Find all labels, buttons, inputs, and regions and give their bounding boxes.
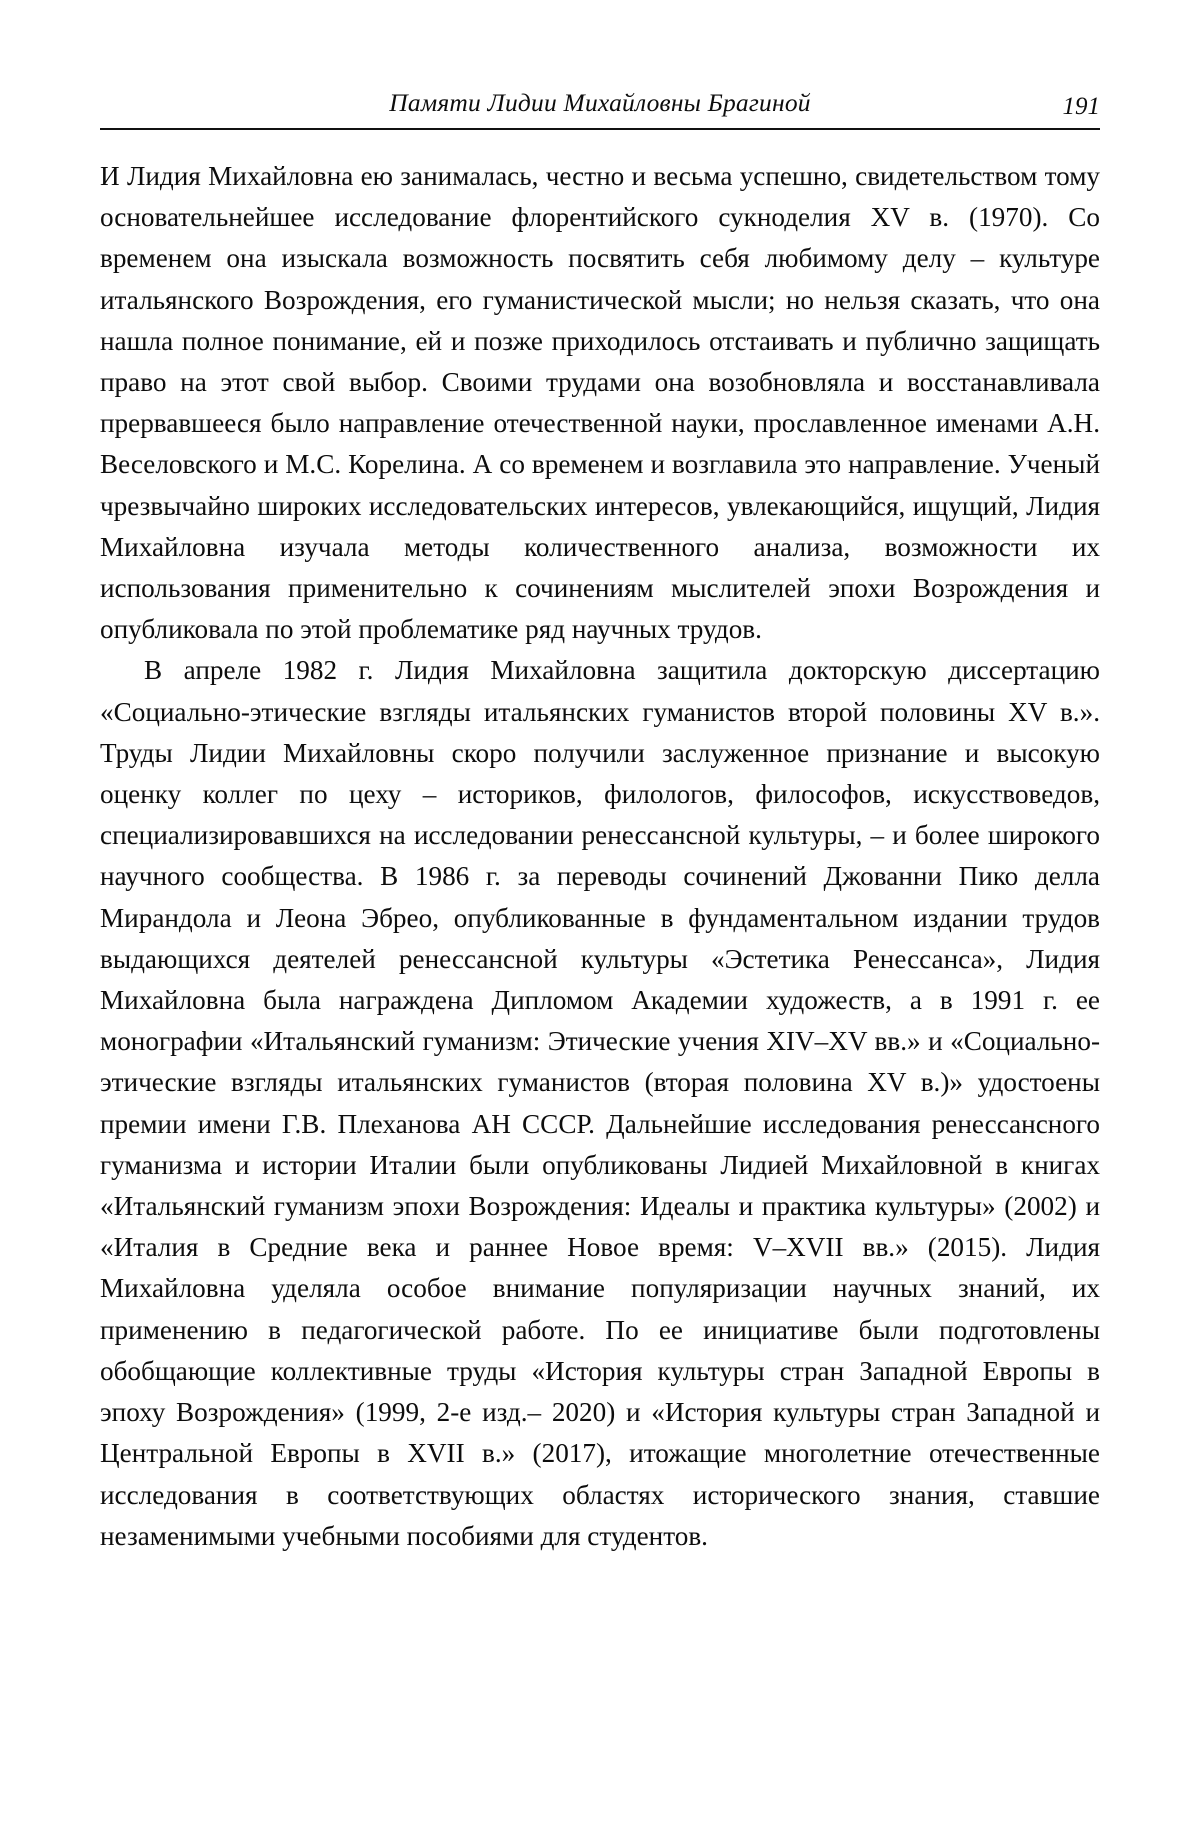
running-head xyxy=(100,88,1100,122)
page-number: 191 xyxy=(1062,93,1100,120)
running-head-title: Памяти Лидии Михайловны Брагиной xyxy=(389,88,811,117)
paragraph-2: В апреле 1982 г. Лидия Михайловна защитила докторскую диссертацию «Социально-этические взгляды итальянских гуманистов второй половины XV в.». Труды Лидии Михайловны скоро получили заслуженное признание и высокую оценку коллег по цеху – историков, филологов, философов, искусствоведов, специализировавшихся на исследовании ренессансной культуры, – и более широкого научного сообщества. В 1986 г. за переводы сочинений Джованни Пико делла Мирандола и Леона Эбрео, опубликованные в фундаментальном издании трудов выдающихся деятелей ренессансной культуры «Эстетика Ренессанса», Лидия Михайловна была награждена Дипломом Академии художеств, а в 1991 г. ее монографии «Итальянский гуманизм: Этические учения XIV–XV вв.» и «Социально-этические взгляды итальянских гуманистов (вторая половина XV в.)» удостоены премии имени Г.В. Плеханова АН СССР. Дальнейшие исследования ренессансного гуманизма и истории Италии были опубликованы Лидией Михайловной в книгах «Итальянский гуманизм эпохи Возрождения: Идеалы и практика культуры» (2002) и «Италия в Средние века и раннее Новое время: V–XVII вв.» (2015). Лидия Михайловна уделяла особое внимание популяризации научных знаний, их применению в педагогической работе. По ее инициативе были подготовлены обобщающие коллективные труды «История культуры стран Западной Европы в эпоху Возрождения» (1999, 2-е изд.– 2020) и «История культуры стран Западной и Центральной Европы в XVII в.» (2017), итожащие многолетние отечественные исследования в соответствующих областях исторического знания, ставшие незаменимыми учебными пособиями для студентов. xyxy=(100,655,1100,1551)
paragraph-1: И Лидия Михайловна ею занималась, честно и весьма успешно, свидетельством тому основательнейшее исследование флорентийского сукноделия XV в. (1970). Со временем она изыскала возможность посвятить себя любимому делу – культуре итальянского Возрождения, его гуманистической мысли; но нельзя сказать, что она нашла полное понимание, ей и позже приходилось отстаивать и публично защищать право на этот свой выбор. Своими трудами она возобновляла и восстанавливала прервавшееся было направление отечественной науки, прославленное именами А.Н. Веселовского и М.С. Корелина. А со временем и возглавила это направление. Ученый чрезвычайно широких исследовательских интересов, увлекающийся, ищущий, Лидия Михайловна изучала методы количественного анализа, возможности их использования применительно к сочинениям мыслителей эпохи Возрождения и опубликовала по этой проблематике ряд научных трудов. xyxy=(100,161,1100,645)
body-text xyxy=(100,156,1100,1557)
page-content xyxy=(100,88,1100,1557)
header-divider xyxy=(100,128,1100,130)
